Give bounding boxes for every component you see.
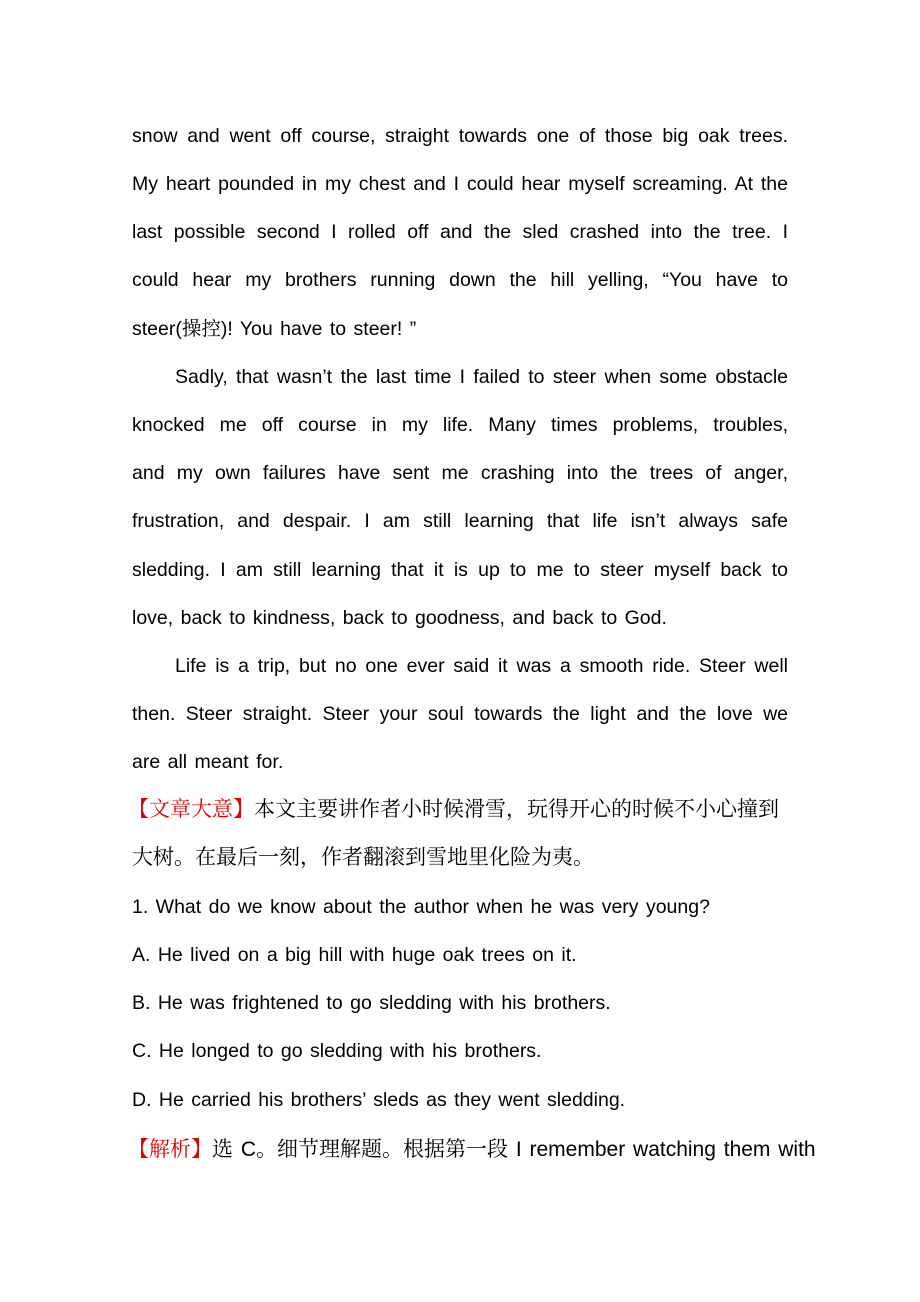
passage-line: are all meant for. [132, 751, 284, 773]
option-a: A. He lived on a big hill with huge oak trees on it. [132, 944, 577, 966]
analysis-line [128, 1135, 816, 1165]
passage-line: steer(操控)! You have to steer! ” [132, 318, 417, 340]
question-stem: 1. What do we know about the author when he was very young? [132, 896, 710, 918]
passage-line: My heart pounded in my chest and I could hear myself screaming. At the [132, 173, 788, 195]
passage-line: could hear my brothers running down the hill yelling, “You have to [132, 269, 788, 291]
summary-text: 本文主要讲作者小时候滑雪，玩得开心的时候不小心撞到 [254, 798, 779, 821]
summary-tag: 【文章大意】 [128, 798, 254, 821]
summary-line [128, 795, 794, 825]
passage-line: last possible second I rolled off and the sled crashed into the tree. I [132, 221, 788, 243]
passage-line: Life is a trip, but no one ever said it was a smooth ride. Steer well [175, 655, 788, 677]
option-d: D. He carried his brothers’ sleds as they went sledding. [132, 1089, 626, 1111]
analysis-tag: 【解析】 [128, 1138, 212, 1161]
passage-line: frustration, and despair. I am still learning that life isn’t always safe [132, 510, 788, 532]
option-b: B. He was frightened to go sledding with his brothers. [132, 992, 611, 1014]
passage-line: then. Steer straight. Steer your soul towards the light and the love we [132, 703, 788, 725]
passage-line: and my own failures have sent me crashing into the trees of anger, [132, 462, 788, 484]
passage-line: sledding. I am still learning that it is up to me to steer myself back to [132, 559, 788, 581]
passage-line: knocked me off course in my life. Many times problems, troubles, [132, 414, 788, 436]
summary-line: 大树。在最后一刻，作者翻滚到雪地里化险为夷。 [132, 846, 594, 869]
option-c: C. He longed to go sledding with his brothers. [132, 1040, 542, 1062]
passage-line: snow and went off course, straight towards one of those big oak trees. [132, 125, 788, 147]
analysis-text: 选 C。细节理解题。根据第一段 I remember watching them with [212, 1138, 816, 1161]
passage-line: Sadly, that wasn’t the last time I failed to steer when some obstacle [175, 366, 788, 388]
passage-line: love, back to kindness, back to goodness, and back to God. [132, 607, 667, 629]
